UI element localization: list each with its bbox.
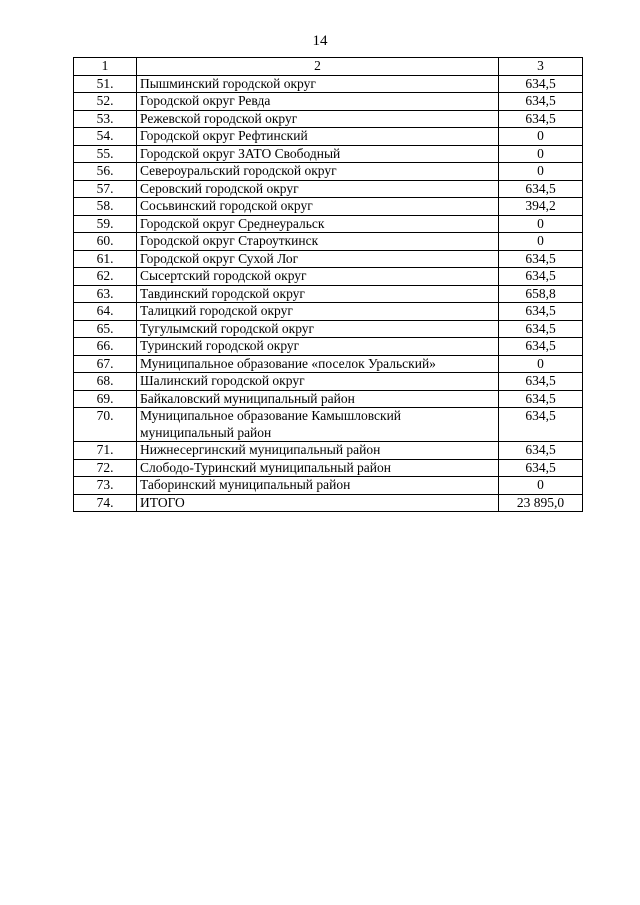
row-number-cell: 54.: [74, 128, 137, 146]
amount-cell: 0: [499, 145, 583, 163]
amount-cell: 0: [499, 477, 583, 495]
amount-cell: 0: [499, 355, 583, 373]
municipality-name-cell: Городской округ Староуткинск: [137, 233, 499, 251]
row-number-cell: 62.: [74, 268, 137, 286]
row-number-cell: 63.: [74, 285, 137, 303]
row-number-cell: 60.: [74, 233, 137, 251]
table-row: [74, 459, 583, 477]
table-row: [74, 320, 583, 338]
row-number-cell: 68.: [74, 373, 137, 391]
municipality-name-cell: Городской округ Сухой Лог: [137, 250, 499, 268]
row-number-cell: 74.: [74, 494, 137, 512]
amount-cell: 634,5: [499, 268, 583, 286]
table-row: [74, 198, 583, 216]
row-number-cell: 72.: [74, 459, 137, 477]
municipality-name-cell: Тавдинский городской округ: [137, 285, 499, 303]
row-number-cell: 58.: [74, 198, 137, 216]
row-number-cell: 65.: [74, 320, 137, 338]
table-row: [74, 128, 583, 146]
amount-cell: 634,5: [499, 75, 583, 93]
row-number-cell: 69.: [74, 390, 137, 408]
amount-cell: 634,5: [499, 408, 583, 442]
column-header-2: 2: [137, 58, 499, 76]
table-row: [74, 163, 583, 181]
table-row: [74, 390, 583, 408]
table-row: [74, 250, 583, 268]
amount-cell: 634,5: [499, 442, 583, 460]
row-number-cell: 66.: [74, 338, 137, 356]
amount-cell: 634,5: [499, 390, 583, 408]
table-row: [74, 373, 583, 391]
table-row: [74, 303, 583, 321]
table-row: [74, 215, 583, 233]
municipality-name-cell: Серовский городской округ: [137, 180, 499, 198]
amount-cell: 634,5: [499, 459, 583, 477]
table-row: [74, 477, 583, 495]
column-header-3: 3: [499, 58, 583, 76]
row-number-cell: 55.: [74, 145, 137, 163]
amount-cell: 658,8: [499, 285, 583, 303]
municipality-name-cell: Сысертский городской округ: [137, 268, 499, 286]
municipality-name-cell: Нижнесергинский муниципальный район: [137, 442, 499, 460]
table-row: [74, 355, 583, 373]
municipality-name-cell: Тугулымский городской округ: [137, 320, 499, 338]
page-number: 14: [312, 33, 328, 49]
table-row: [74, 494, 583, 512]
row-number-cell: 51.: [74, 75, 137, 93]
amount-cell: 23 895,0: [499, 494, 583, 512]
municipality-name-cell: Шалинский городской округ: [137, 373, 499, 391]
municipality-name-cell: Туринский городской округ: [137, 338, 499, 356]
amount-cell: 0: [499, 233, 583, 251]
row-number-cell: 61.: [74, 250, 137, 268]
amount-cell: 634,5: [499, 373, 583, 391]
row-number-cell: 70.: [74, 408, 137, 442]
municipality-name-cell: Таборинский муниципальный район: [137, 477, 499, 495]
municipality-name-cell: Городской округ ЗАТО Свободный: [137, 145, 499, 163]
row-number-cell: 57.: [74, 180, 137, 198]
municipality-name-cell: Режевской городской округ: [137, 110, 499, 128]
table-row: [74, 93, 583, 111]
table-row: [74, 285, 583, 303]
row-number-cell: 53.: [74, 110, 137, 128]
amount-cell: 634,5: [499, 110, 583, 128]
amount-cell: 634,5: [499, 180, 583, 198]
table-row: [74, 233, 583, 251]
amount-cell: 0: [499, 163, 583, 181]
amount-cell: 0: [499, 128, 583, 146]
table-row: [74, 75, 583, 93]
amount-cell: 634,5: [499, 320, 583, 338]
row-number-cell: 52.: [74, 93, 137, 111]
row-number-cell: 67.: [74, 355, 137, 373]
municipality-name-cell: Городской округ Ревда: [137, 93, 499, 111]
municipality-name-cell: Городской округ Среднеуральск: [137, 215, 499, 233]
amount-cell: 634,5: [499, 250, 583, 268]
municipality-name-cell: Североуральский городской округ: [137, 163, 499, 181]
amount-cell: 634,5: [499, 303, 583, 321]
municipality-name-cell: Байкаловский муниципальный район: [137, 390, 499, 408]
table-row: [74, 180, 583, 198]
row-number-cell: 59.: [74, 215, 137, 233]
table-row: [74, 268, 583, 286]
column-header-1: 1: [74, 58, 137, 76]
municipality-name-cell: Муниципальное образование Камышловский муниципальный район: [137, 408, 499, 442]
municipality-name-cell: Слободо-Туринский муниципальный район: [137, 459, 499, 477]
municipality-name-cell: Пышминский городской округ: [137, 75, 499, 93]
table-row: [74, 442, 583, 460]
table-header-row: [74, 58, 583, 76]
amount-cell: 394,2: [499, 198, 583, 216]
row-number-cell: 56.: [74, 163, 137, 181]
municipality-name-cell: ИТОГО: [137, 494, 499, 512]
amount-cell: 634,5: [499, 338, 583, 356]
row-number-cell: 64.: [74, 303, 137, 321]
row-number-cell: 71.: [74, 442, 137, 460]
table-row: [74, 408, 583, 442]
data-table: [73, 57, 583, 512]
municipality-name-cell: Талицкий городской округ: [137, 303, 499, 321]
municipality-name-cell: Сосьвинский городской округ: [137, 198, 499, 216]
table-row: [74, 110, 583, 128]
municipality-name-cell: Муниципальное образование «поселок Уральский»: [137, 355, 499, 373]
amount-cell: 634,5: [499, 93, 583, 111]
amount-cell: 0: [499, 215, 583, 233]
table-body: [74, 75, 583, 512]
municipality-name-cell: Городской округ Рефтинский: [137, 128, 499, 146]
table-row: [74, 145, 583, 163]
table-row: [74, 338, 583, 356]
row-number-cell: 73.: [74, 477, 137, 495]
